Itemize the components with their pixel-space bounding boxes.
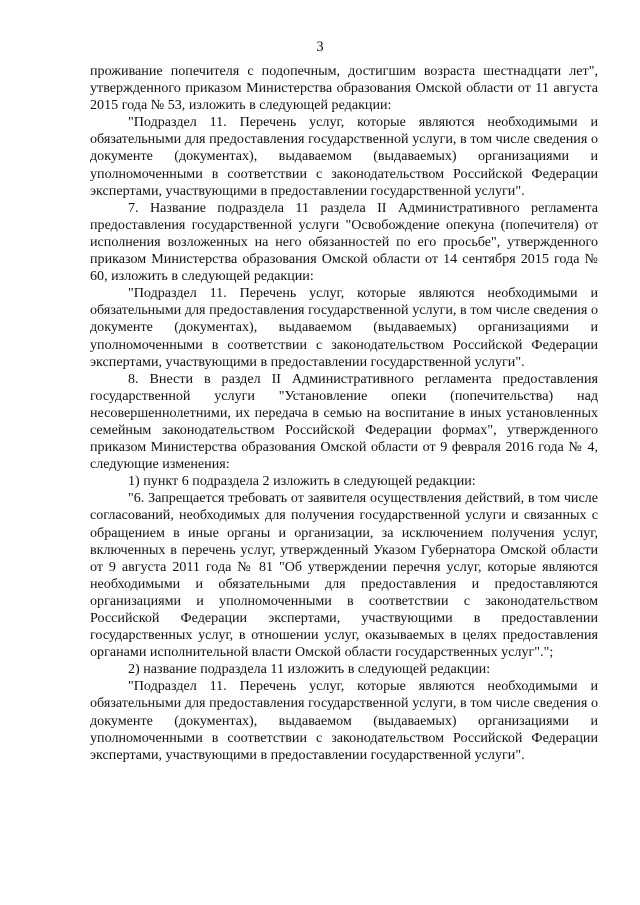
paragraph-quote-subsection-11: "Подраздел 11. Перечень услуг, которые являются необходимыми и обязательными для предоставления государственной услуги, в том числе сведения о документе (документах), выдаваемом (выдаваемых) организациями и уполномоченными в соответствии с законодательством Российской Федерации экспертами, участвующими в предоставлении государственной услуги".: [90, 678, 598, 763]
paragraph-quote-point-6: "6. Запрещается требовать от заявителя осуществления действий, в том числе согласований, необходимых для получения государственной услуги и связанных с обращением в иные органы и организации, за исключением получения услуг, включенных в перечень услуг, утвержденный Указом Губернатора Омской области от 9 августа 2011 года № 81 "Об утверждении перечня услуг, которые являются необходимыми и обязательными для предоставления и предоставляются организациями и уполномоченными в соответствии с законодательством Российской Федерации экспертами, участвующими в предоставлении государственных услуг, в отношении услуг, оказываемых в целях предоставления органами исполнительной власти Омской области государственных услуг".";: [90, 490, 598, 661]
page-number: 3: [316, 39, 324, 55]
paragraph-quote-subsection-11: "Подраздел 11. Перечень услуг, которые являются необходимыми и обязательными для предоставления государственной услуги, в том числе сведения о документе (документах), выдаваемом (выдаваемых) организациями и уполномоченными в соответствии с законодательством Российской Федерации экспертами, участвующими в предоставлении государственной услуги".: [90, 114, 598, 199]
paragraph-quote-subsection-11: "Подраздел 11. Перечень услуг, которые являются необходимыми и обязательными для предоставления государственной услуги, в том числе сведения о документе (документах), выдаваемом (выдаваемых) организациями и уполномоченными в соответствии с законодательством Российской Федерации экспертами, участвующими в предоставлении государственной услуги".: [90, 285, 598, 370]
paragraph-subitem-1: 1) пункт 6 подраздела 2 изложить в следующей редакции:: [128, 473, 476, 490]
paragraph-continuation: проживание попечителя с подопечным, достигшим возраста шестнадцати лет", утвержденного приказом Министерства образования Омской области от 11 августа 2015 года № 53, изложить в следующей редакции:: [90, 63, 598, 114]
paragraph-item-8: 8. Внести в раздел II Административного регламента предоставления государственной услуги "Установление опеки (попечительства) над несовершеннолетними, их передача в семью на воспитание в иных установленных семейным законодательством Российской Федерации формах", утвержденного приказом Министерства образования Омской области от 9 февраля 2016 года № 4, следующие изменения:: [90, 370, 598, 473]
paragraph-item-7: 7. Название подраздела 11 раздела II Административного регламента предоставления государственной услуги "Освобождение опекуна (попечителя) от исполнения возложенных на него обязанностей по его просьбе", утвержденного приказом Министерства образования Омской области от 14 сентября 2015 года № 60, изложить в следующей редакции:: [90, 199, 598, 285]
paragraph-subitem-2: 2) название подраздела 11 изложить в следующей редакции:: [128, 661, 491, 678]
document-body: [90, 63, 598, 764]
